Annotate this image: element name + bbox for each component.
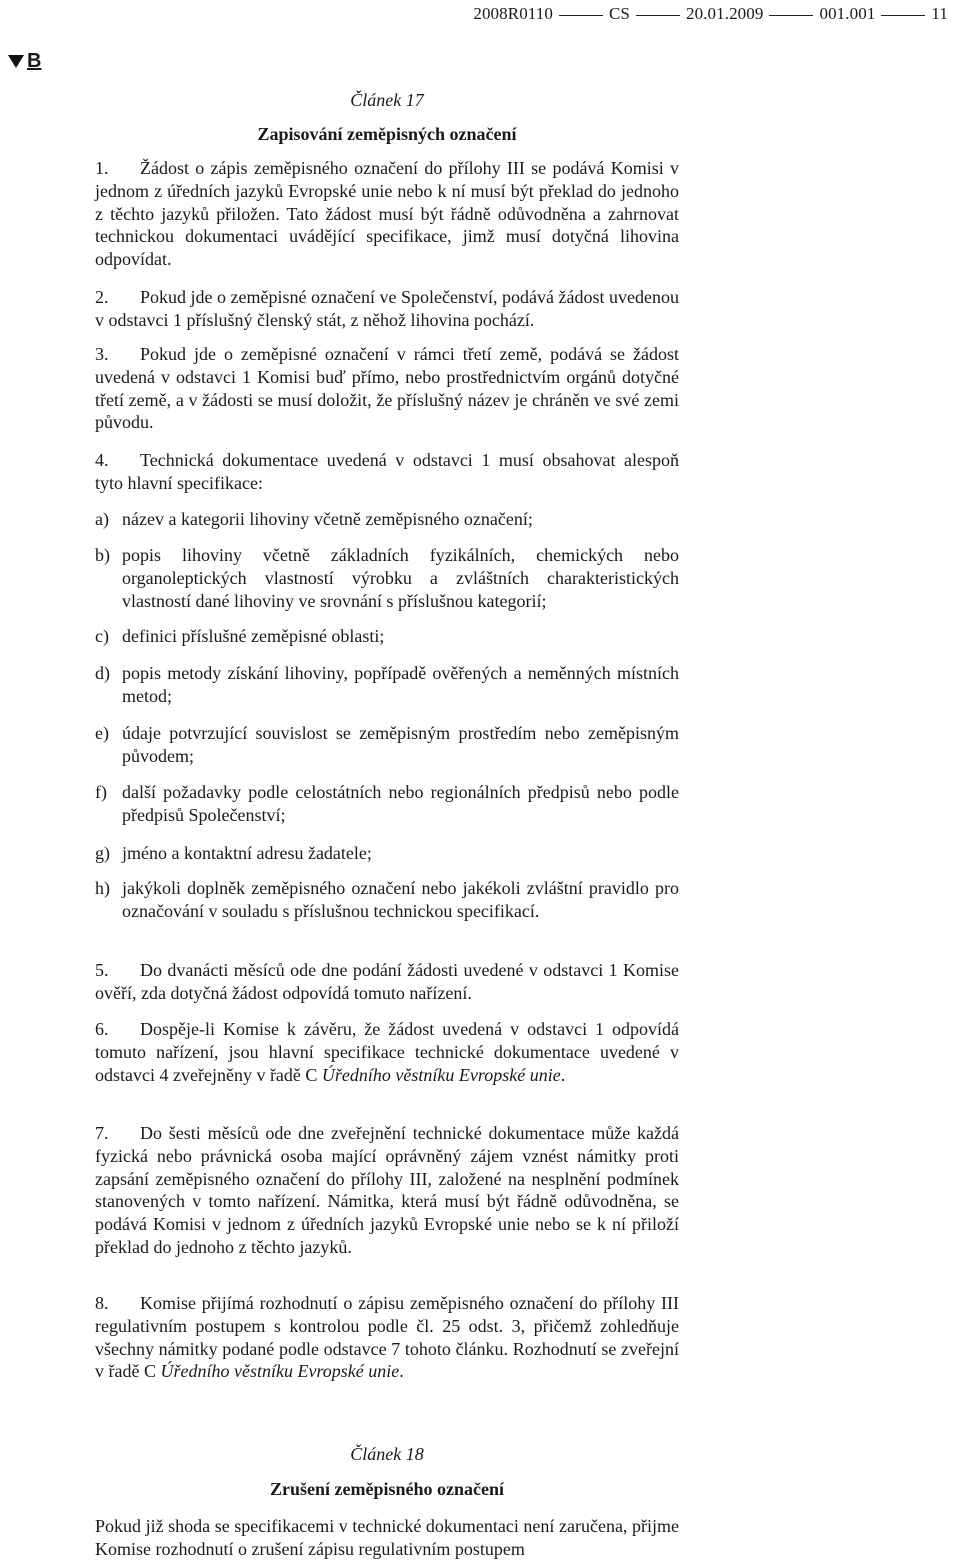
paragraph-number: 4.	[95, 450, 109, 470]
paragraph-7	[95, 1122, 679, 1259]
paragraph-text: Do dvanácti měsíců ode dne podání žádosti uvedené v odstavci 1 Komise ověří, zda dotyčná žádost odpovídá tomuto nařízení.	[95, 960, 679, 1003]
paragraph-text: Pokud jde o zeměpisné označení v rámci třetí země, podává se žádost uvedená v odstavci 1 Komisi buď přímo, nebo prostřednictvím orgánů dotyčné třetí země, a v žádosti se musí doložit, že příslušný název je chráněn ve své zemi původu.	[95, 344, 679, 433]
paragraph-number: 2.	[95, 287, 109, 307]
page-number: 11	[931, 4, 948, 23]
article-17-number: Článek 17	[350, 90, 424, 110]
list-item-label: c)	[95, 626, 109, 646]
paragraph-text-end: .	[399, 1361, 404, 1382]
paragraph-text: Pokud již shoda se specifikacemi v technické dokumentaci není zaručena, přijme Komise rozhodnutí o zrušení zápisu regulativním postupem	[95, 1516, 679, 1559]
paragraph-2	[95, 286, 679, 332]
list-item-b	[95, 544, 679, 612]
paragraph-5	[95, 959, 679, 1005]
paragraph-text-end: .	[560, 1064, 566, 1085]
paragraph-number: 8.	[95, 1293, 109, 1313]
list-item-text: údaje potvrzující souvislost se zeměpisným prostředím nebo zeměpisným původem;	[122, 723, 679, 766]
list-item-text: další požadavky podle celostátních nebo regionálních předpisů nebo podle předpisů Společenství;	[122, 782, 679, 825]
marker-letter: B	[27, 50, 42, 72]
amendment-marker	[8, 50, 41, 73]
paragraph-number: 6.	[95, 1019, 109, 1039]
article-18-paragraph	[95, 1515, 679, 1561]
triangle-down-icon	[8, 55, 24, 68]
paragraph-6	[95, 1018, 679, 1086]
list-item-d	[95, 662, 679, 708]
list-item-label: a)	[95, 509, 109, 529]
header-rule	[559, 15, 603, 16]
journal-name: Úředního věstníku Evropské unie	[160, 1361, 400, 1382]
paragraph-8	[95, 1292, 679, 1383]
list-item-f	[95, 781, 679, 827]
list-item-text: jméno a kontaktní adresu žadatele;	[122, 843, 372, 863]
paragraph-text: Komise přijímá rozhodnutí o zápisu zeměpisného označení do přílohy III regulativním postupem s kontrolou podle čl. 25 odst. 3, přičemž zohledňuje všechny námitky podané podle odstavce 7 tohoto článku. Rozhodnutí se zveřejní v řadě C	[95, 1293, 679, 1382]
doc-date: 20.01.2009	[685, 4, 764, 23]
paragraph-number: 7.	[95, 1123, 109, 1143]
list-item-text: jakýkoli doplněk zeměpisného označení nebo jakékoli zvláštní pravidlo pro označování v souladu s příslušnou technickou specifikací.	[122, 878, 679, 921]
paragraph-1	[95, 157, 679, 271]
paragraph-number: 3.	[95, 344, 109, 364]
page-header	[473, 4, 948, 24]
article-17-title: Zapisování zeměpisných označení	[257, 124, 517, 144]
article-18-number: Článek 18	[350, 1444, 424, 1464]
list-item-label: e)	[95, 723, 109, 743]
list-item-label: b)	[95, 545, 110, 565]
doc-lang: CS	[608, 4, 630, 23]
paragraph-text: Do šesti měsíců ode dne zveřejnění technické dokumentace může každá fyzická nebo právnická osoba mající oprávněný zájem vznést námitky proti zapsání zeměpisného označení do přílohy III, založené na nesplnění podmínek stanovených v tomto nařízení. Námitka, která musí být řádně odůvodněna, se podává Komisi v jednom z úředních jazyků Evropské unie nebo se k ní přiloží překlad do jednoho z těchto jazyků.	[95, 1123, 679, 1257]
list-item-label: g)	[95, 843, 110, 863]
paragraph-text: Dospěje-li Komise k závěru, že žádost uvedená v odstavci 1 odpovídá tomuto nařízení, jsou hlavní specifikace technické dokumentace uvedené v odstavci 4 zveřejněny v řadě C	[95, 1019, 679, 1085]
list-item-e	[95, 722, 679, 768]
list-item-c	[95, 625, 679, 648]
paragraph-text: Žádost o zápis zeměpisného označení do přílohy III se podává Komisi v jednom z úředních jazyků Evropské unie nebo k ní musí být překlad do jednoho z těchto jazyků přiložen. Tato žádost musí být řádně odůvodněna a zahrnovat technickou dokumentaci uvádějící specifikace, jimž musí dotyčná lihovina odpovídat.	[95, 158, 679, 270]
journal-name: Úředního věstníku Evropské unie	[321, 1064, 561, 1085]
paragraph-text: Technická dokumentace uvedená v odstavci 1 musí obsahovat alespoň tyto hlavní specifikace:	[95, 450, 679, 493]
list-item-text: popis metody získání lihoviny, popřípadě ověřených a neměnných místních metod;	[122, 663, 679, 706]
list-item-a	[95, 508, 679, 531]
doc-id: 2008R0110	[473, 4, 553, 23]
paragraph-number: 1.	[95, 158, 109, 178]
paragraph-4	[95, 449, 679, 495]
header-rule	[769, 15, 813, 16]
doc-version: 001.001	[819, 4, 876, 23]
list-item-text: definici příslušné zeměpisné oblasti;	[122, 626, 385, 646]
header-rule	[636, 15, 680, 16]
paragraph-number: 5.	[95, 960, 109, 980]
list-item-label: d)	[95, 663, 110, 683]
paragraph-3	[95, 343, 679, 434]
list-item-text: název a kategorii lihoviny včetně zeměpisného označení;	[122, 509, 533, 529]
list-item-label: h)	[95, 878, 110, 898]
list-item-label: f)	[95, 782, 107, 802]
list-item-h	[95, 877, 679, 923]
paragraph-text: Pokud jde o zeměpisné označení ve Společenství, podává žádost uvedenou v odstavci 1 příslušný členský stát, z něhož lihovina pochází.	[95, 287, 679, 330]
list-item-text: popis lihoviny včetně základních fyzikálních, chemických nebo organoleptických vlastností výrobku a zvláštních charakteristických vlastností dané lihoviny ve srovnání s příslušnou kategorií;	[122, 545, 679, 611]
list-item-g	[95, 842, 679, 865]
article-18-title: Zrušení zeměpisného označení	[270, 1479, 504, 1499]
header-rule	[881, 15, 925, 16]
